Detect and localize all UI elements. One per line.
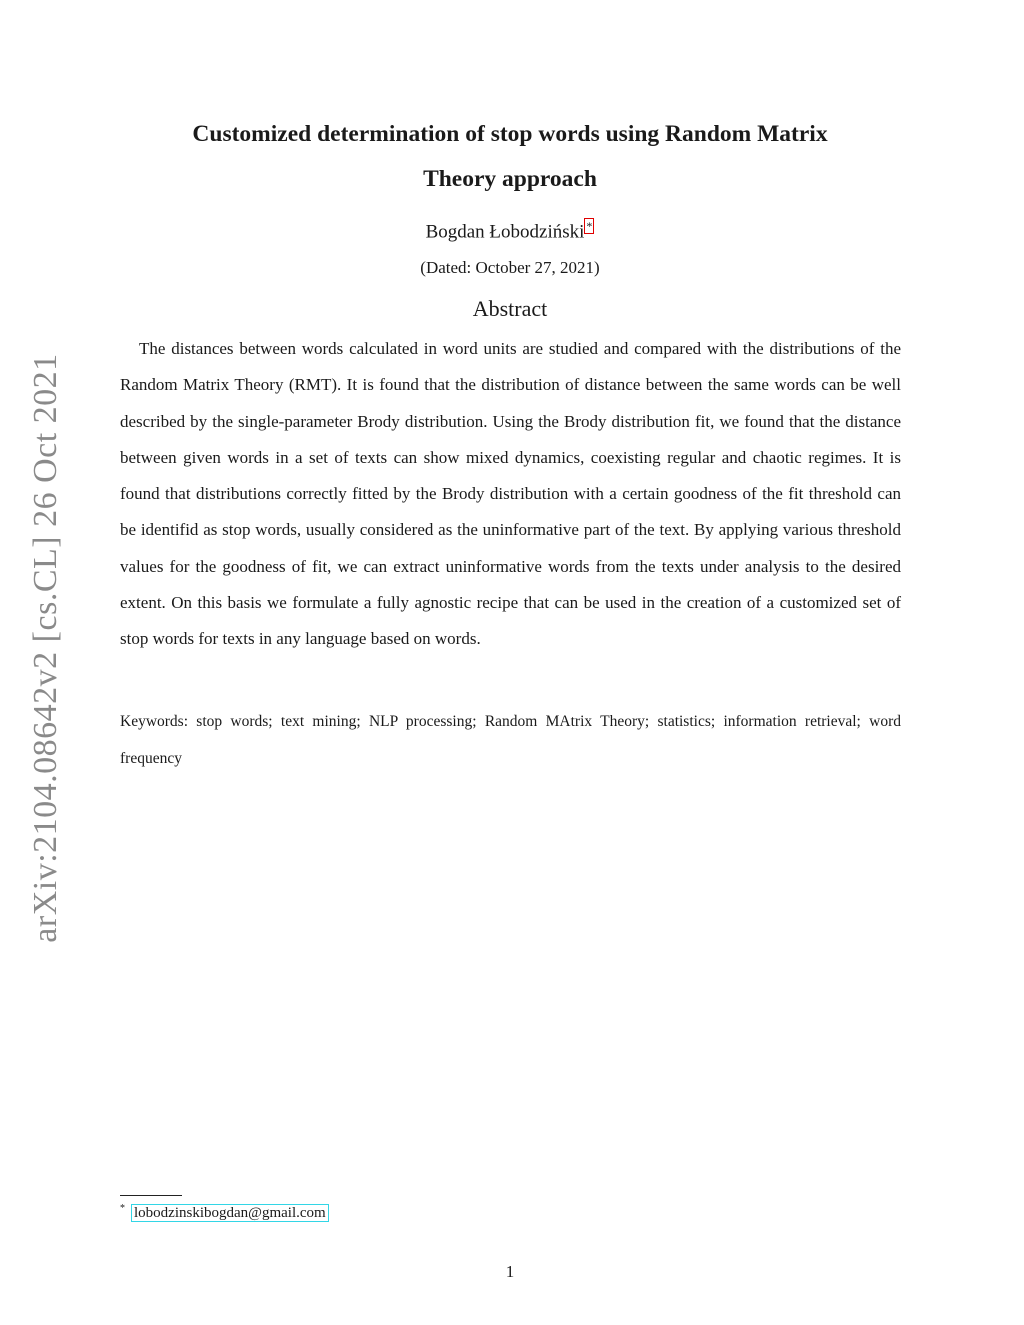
footnote-divider bbox=[120, 1195, 182, 1196]
footnote-mark: * bbox=[120, 1203, 125, 1214]
author-name: Bogdan Łobodziński bbox=[425, 221, 585, 243]
author-line bbox=[120, 220, 900, 243]
keywords: Keywords: stop words; text mining; NLP processing; Random MAtrix Theory; statistics; information retrieval; word frequency bbox=[120, 713, 901, 767]
abstract-body: The distances between words calculated in word units are studied and compared with the distributions of the Random Matrix Theory (RMT). It is found that the distribution of distance between the same words can be well described by the single-parameter Brody distribution. Using the Brody distribution fit, we found that the distance between given words in a set of texts can show mixed dynamics, coexisting regular and chaotic regimes. It is found that distributions correctly fitted by the Brody distribution with a certain goodness of the fit threshold can be identifid as stop words, usually considered as the uninformative part of the text. By applying various threshold values for the goodness of fit, we can extract uninformative words from the texts under analysis to the desired extent. On this basis we formulate a fully agnostic recipe that can be used in the creation of a customized set of stop words for texts in any language based on words. bbox=[120, 339, 901, 649]
author-footnote-link[interactable]: * bbox=[586, 219, 593, 233]
paper-title bbox=[120, 112, 900, 202]
title-line-2: Theory approach bbox=[423, 166, 597, 192]
date-line: (Dated: October 27, 2021) bbox=[420, 258, 600, 277]
abstract-heading: Abstract bbox=[472, 296, 548, 321]
footnote bbox=[120, 1203, 329, 1222]
arxiv-identifier-stamp: arXiv:2104.08642v2 [cs.CL] 26 Oct 2021 bbox=[27, 353, 64, 943]
page-number: 1 bbox=[505, 1262, 515, 1281]
title-line-1: Customized determination of stop words using Random Matrix bbox=[192, 121, 828, 147]
author-email-link[interactable]: lobodzinskibogdan@gmail.com bbox=[131, 1204, 329, 1222]
